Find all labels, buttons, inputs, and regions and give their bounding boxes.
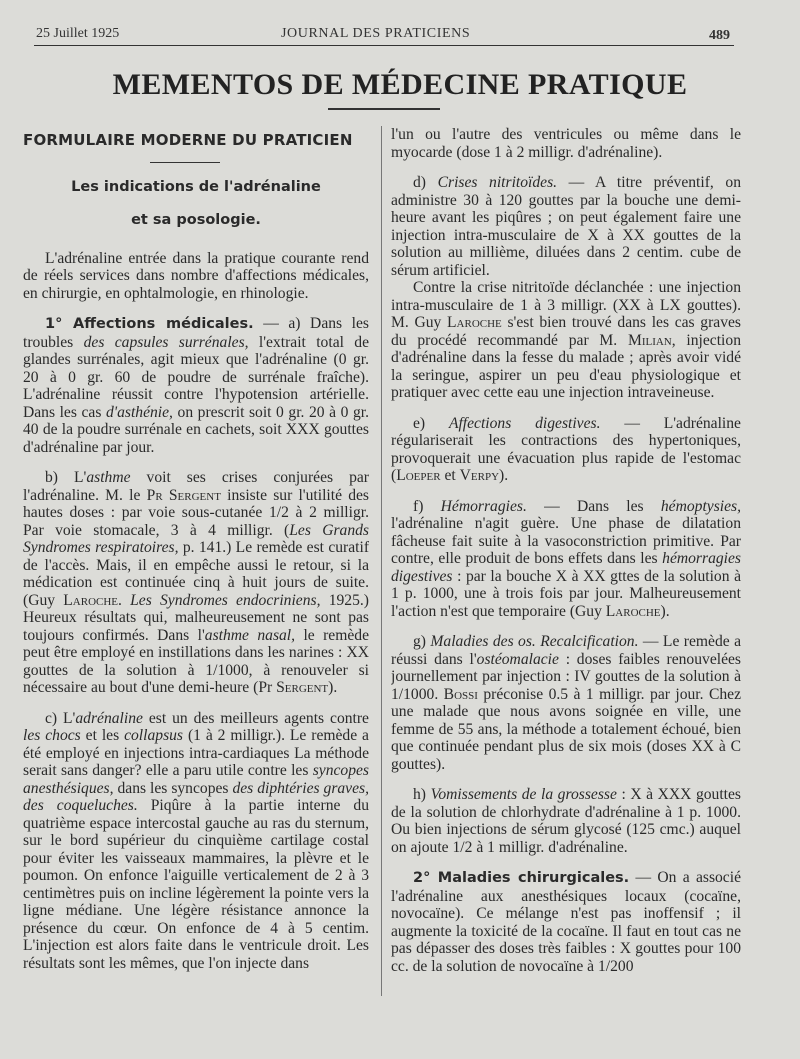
header-date: 25 Juillet 1925 (36, 26, 120, 41)
text-run: injection d'adrénaline dans la fesse du malade ; après avoir vidé la seringue, aspirer un peu d'eau physiologique et pratiquer avec cette eau une injection intraveineuse. (391, 331, 741, 401)
text-run: Crises nitritoïdes. (437, 174, 558, 191)
paragraph-chocs (23, 710, 369, 973)
text-run: le remède peut être employé en instillations dans les narines : XX gouttes de la solution à 1/1000, à renouveler si nécessaire au bout d'une demi-heure (Pr (23, 626, 369, 696)
paragraph-continuation: l'un ou l'autre des ventricules ou même dans le myocarde (dose 1 à 2 milligr. d'adrénaline). (391, 126, 741, 161)
subsection-label: 2° Maladies chirurgicales. (413, 870, 630, 886)
article-title-line1: Les indications de l'adrénaline (71, 178, 321, 195)
text-run: — L'adrénaline régulariserait les contractions des hypertoniques, provoquerait une évacuation plus rapide de l'estomac ( (391, 414, 741, 484)
left-column (23, 126, 369, 996)
text-run: hémorragies digestives (391, 550, 741, 585)
text-run: h) (413, 786, 426, 803)
header-rule (34, 45, 734, 46)
text-run: ). (660, 602, 670, 620)
header-journal: JOURNAL DES PRATICIENS (281, 26, 471, 41)
intro-paragraph: L'adrénaline entrée dans la pratique courante rend de réels services dans nombre d'affections médicales, en chirurgie, en ophtalmologie, en rhinologie. (23, 249, 369, 302)
paragraph-maladies-chirurgicales (391, 869, 741, 975)
text-run: (1 à 2 milligr.). Le remède a été employé en injections intra-cardiaques La méthode serait sans danger? elle a paru utile contre les (23, 727, 369, 779)
text-run: l'extrait total de glandes surrénales, agit mieux que l'adrénaline (0 gr. 20 à 0 gr. 60 de poudre de surrénale fraîche). L'adrénaline réussit contre l'hypotension artérielle. Dans les cas (23, 333, 369, 421)
text-run: asthme nasal, (204, 626, 296, 644)
text-run: on prescrit soit 0 gr. 20 à 0 gr. 40 de la poudre surrénale en cachets, soit XXX gouttes d'adrénaline par jour. (23, 403, 369, 456)
text-run: est un des meilleurs agents contre (148, 709, 369, 727)
page-title: MEMENTOS DE MÉDECINE PRATIQUE (112, 68, 688, 101)
paragraph-vomissements (391, 786, 741, 856)
subsection-label: 1° Affections médicales. (45, 316, 254, 332)
text-run: Maladies des os. Recalcification. (430, 633, 639, 650)
text-run: — Le remède a réussi dans l' (391, 633, 741, 668)
text-run: Les Syndromes endocriniens, (130, 591, 321, 609)
title-rule (328, 108, 440, 110)
text-run: g) (413, 633, 426, 650)
text-run: b) L' (45, 469, 87, 486)
text-run: asthme (86, 469, 131, 486)
author-name: Pr Sergent (146, 486, 221, 504)
text-run: voit ses crises conjurées par l'adrénaline. M. le (23, 469, 369, 504)
author-name: Loeper (396, 467, 441, 484)
text-run: : par la bouche X à XX gttes de la solution à 1 p. 1000, une à trois fois par jour. Malheureusement l'action n'est que temporaire (Guy (391, 567, 741, 620)
text-run: — A titre préventif, on administre 30 à 120 gouttes par la bouche une demi-heure avant les piqûres ; on peut également faire une injection intra-musculaire de X à XX gouttes de la solution au millième, diluées dans 2 centim. cube de sérum artificiel. (391, 174, 741, 279)
text-run: — On a associé l'adrénaline aux anesthésiques locaux (cocaïne, novocaïne). Ce mélange n'est pas inoffensif ; il augmente la toxicité de la cocaïne. Il faut en tout cas ne pas dépasser des doses très faibles : X gouttes pour 100 cc. de la solution de novocaïne à 1/200 (391, 869, 741, 975)
text-run: — a) Dans les troubles (23, 315, 369, 351)
section-heading: FORMULAIRE MODERNE DU PRATICIEN (23, 131, 353, 149)
paragraph-hemorragies (391, 498, 741, 621)
text-run: collapsus (124, 727, 184, 744)
author-name: Milian, (627, 331, 676, 349)
text-run: préconise 0.5 à 1 milligr. par jour. Chez une malade que nous avons soignée en ville, une femme de 55 ans, la méthode a totalement échoué, bien que continuée pendant plus de six mois (doses XX à C gouttes). (391, 685, 741, 773)
text-run: insiste sur l'utilité des hautes doses : par voie sous-cutanée 1/2 à 2 milligr. Par voie stomacale, 3 à 4 milligr. ( (23, 486, 369, 539)
author-name: Laroche. (63, 591, 122, 609)
author-name: Laroche (447, 314, 502, 331)
paragraph-affections-medicales (23, 315, 369, 456)
paragraph-crises-nitritoides (391, 174, 741, 279)
right-column (391, 126, 741, 996)
text-run: e) (413, 414, 426, 432)
text-run: ). (328, 679, 338, 696)
author-name: Sergent (276, 679, 329, 696)
paragraph-asthme (23, 469, 369, 697)
paragraph-crise-declanchee (391, 279, 741, 402)
paragraph-affections-digestives (391, 415, 741, 485)
text-run: p. 141.) Le remède est curatif de l'accès. Mais, il en empêche aussi le retour, si la médication est continuée cinq à huit jours de suite. (Guy (23, 539, 369, 609)
text-run: les chocs (23, 727, 81, 744)
text-run: — Dans les (544, 497, 644, 515)
text-run: adrénaline (75, 709, 143, 727)
running-header (36, 24, 730, 44)
text-run: c) L' (45, 709, 76, 727)
text-run: l'adrénaline n'agit guère. Une phase de dilatation fâcheuse fait suite à la vasoconstriction primitive. Par contre, elle produit de bons effets dans les (391, 515, 741, 567)
text-run: : doses faibles renouvelées journellement par injection : IV gouttes de la solution à 1/1000. (391, 650, 741, 703)
text-run: hémoptysies, (660, 497, 741, 515)
column-divider (381, 126, 382, 996)
author-name: Verpy (459, 467, 500, 484)
text-run: f) (413, 497, 424, 515)
text-run: syncopes anesthésiques, (23, 762, 369, 797)
paragraph-maladies-des-os (391, 633, 741, 773)
text-run: ). (499, 467, 509, 484)
text-run: des diphtéries graves, des coqueluches. (23, 779, 369, 814)
text-run: des capsules surrénales, (83, 333, 249, 351)
text-run: 1925.) Heureux résultats qui, malheureusement ne sont pas toujours confirmés. Dans l' (23, 591, 369, 644)
article-title-line2: et sa posologie. (131, 211, 261, 228)
text-run: Affections digestives. (448, 414, 601, 432)
text-run: et les (85, 727, 120, 744)
text-run: d) (413, 174, 426, 191)
text-run: Les Grands Syndromes respiratoires, (23, 521, 369, 556)
article-title (23, 171, 369, 237)
text-run: Hémorragies. (440, 497, 527, 515)
text-run: Contre la crise nitritoïde déclanchée : une injection intra-musculaire de 1 à 3 milligr. (XX à LX gouttes). M. Guy (391, 279, 741, 331)
text-run: d'asthénie, (105, 403, 173, 421)
text-run: dans les syncopes (117, 779, 229, 797)
text-run: s'est bien trouvé dans les cas graves du procédé recommandé par M. (391, 314, 741, 349)
author-name: Bossi (443, 685, 478, 703)
author-name: Laroche (605, 602, 661, 620)
text-run: : X à XXX gouttes de la solution de chlorhydrate d'adrénaline à 1 p. 1000. Ou bien injections de sérum glycosé (125 cmc.) auquel on ajoute 1/2 à 1 milligr. d'adrénaline. (391, 786, 741, 856)
text-run: Piqûre à la partie interne du quatrième espace intercostal gauche au ras du sternum, sur le bord supérieur du cinquième cartilage costal pour éviter les vaisseaux mammaires, la plèvre et le poumon. On enfonce l'aiguille verticalement de 2 à 3 centimètres puis on incline légèrement la pointe vers la ligne médiane. Une légère résistance annonce la présence du cœur. On enfonce de 4 à 5 centim. L'injection est alors faite dans le ventricule droit. Les résultats sont les mêmes, que l'on injecte dans (23, 797, 369, 972)
text-run: Vomissements de la grossesse (430, 786, 617, 803)
section-rule (150, 162, 220, 163)
page-number: 489 (709, 28, 730, 43)
text-run: ostéomalacie (476, 650, 559, 668)
text-run: et (444, 467, 456, 484)
